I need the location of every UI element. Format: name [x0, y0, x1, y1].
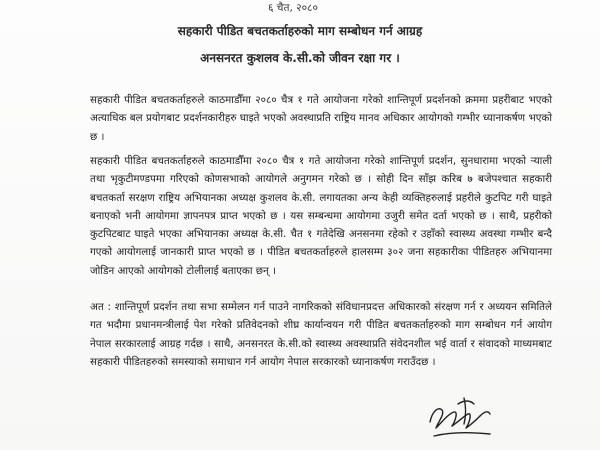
paragraph-3: अत : शान्तिपूर्ण प्रदर्शन तथा सभा सम्मेलन गर्न पाउने नागरिकको संविधानप्रदत्त अधिकारको संरक्षण गर्न र अध्ययन समितिले गत भदौमा प्रधानमन्त्रीलाई पेश गरेको प्रतिवेदनको शीघ्र कार्यान्वयन गरी पीडित बचतकर्ताहरुको माग सम्बोधन गर्न आयोग नेपाल सरकारलाई आग्रह गर्दछ । साथै, अनसनरत के.सी.को स्वास्थ्य अवस्थाप्रति संवेदनशील भई वार्ता र संवादको माध्यमबाट सहकारी पीडितहरुको समस्याको समाधान गर्न आयोग नेपाल सरकारको ध्यानाकर्षण गराउँदछ ।	[90, 301, 552, 368]
letter-subtitle: अनसनरत कुशलव के.सी.को जीवन रक्षा गर ।	[200, 51, 400, 65]
letter-date: ६ चैत, २०८०	[268, 2, 318, 14]
paragraph-2: सहकारी पीडित बचतकर्ताहरुले काठमाडौँमा २०८० चैत्र १ गते आयोजना गरेको शान्तिपूर्ण प्रदर्शन, सुनधारामा भएको र्‍याली तथा भृकुटीमण्डपमा गरिएको कोणसभाको आयोगले अनुगमन गरेको छ । सोही दिन साँझ करिब ७ बजेपश्चात सहकारी बचतकर्ता सरक्षण राष्ट्रिय अभियानका अध्यक्ष कुशलव के.सी. लगायतका अन्य केही व्यक्तिहरुलाई प्रहरीले कुटपिट गरी घाइते बनाएको भनी आयोगमा ज्ञापनपत्र प्राप्त भएको छ । यस सम्बन्धमा आयोगमा उजुरी समेत दर्ता भएको छ । साथै, प्रहरीको कुटपिटबाट घाइते भएका अभियानका अध्यक्ष के.सी. चैत १ गतेदेखि अनसनमा रहेको र उहाँको स्वास्थ्य अवस्था गम्भीर बन्दै गएको आयोगलाई जानकारी प्राप्त भएको छ । पीडित बचतकर्ताहरुले हालसम्म ३०२ जना सहकारीका पीडितहरु अभियानमा जोडिन आएको आयोगको टोलीलाई बताएका छन् ।	[90, 155, 552, 277]
handwritten-signature	[420, 392, 500, 450]
letter-title: सहकारी पीडित बचतकर्ताहरुको माग सम्बोधन गर्न आग्रह	[177, 24, 423, 38]
paragraph-1: सहकारी पीडित बचतकर्ताहरुले काठमाडौँमा २०८० चैत्र १ गते आयोजना गरेको शान्तिपूर्ण प्रदर्शनको क्रममा प्रहरीबाट भएको अत्याधिक बल प्रयोगबाट प्रदर्शनकारीहरु घाइते भएको अवस्थाप्रति राष्ट्रिय मानव अधिकार आयोगको गम्भीर ध्यानाकर्षण भएको छ ।	[90, 94, 552, 143]
